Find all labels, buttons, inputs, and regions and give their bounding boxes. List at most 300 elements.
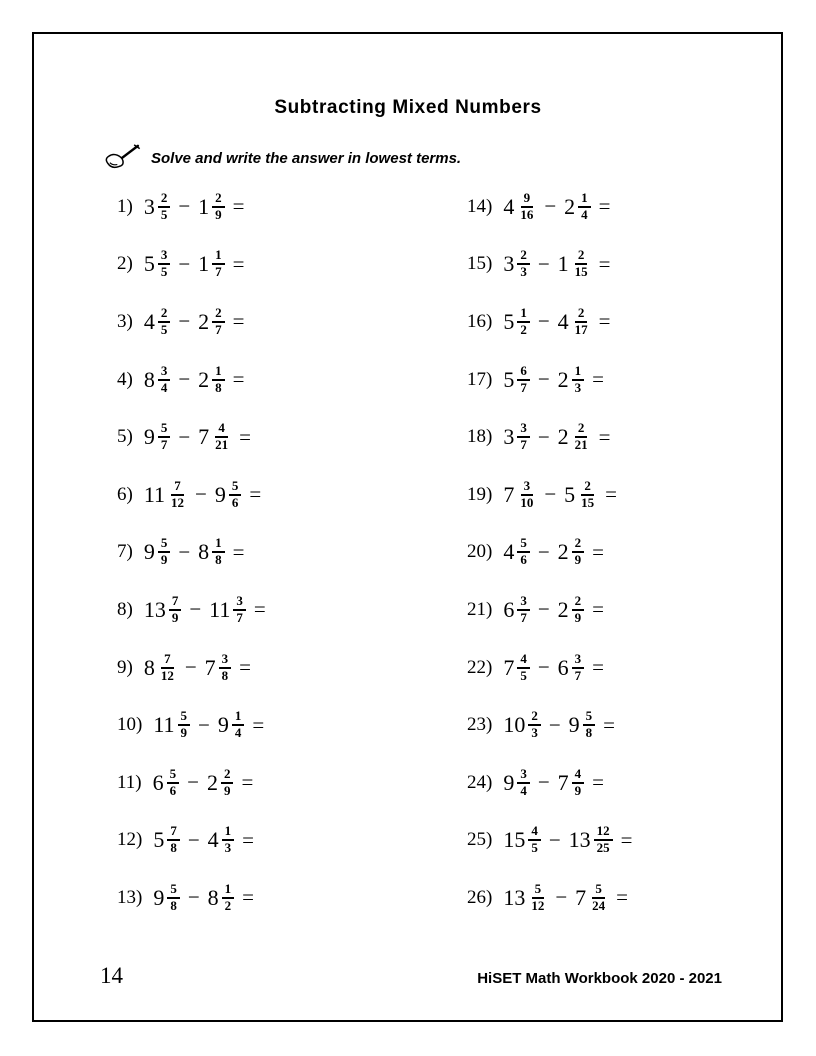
problem-number: 15) <box>467 253 493 275</box>
fraction <box>578 191 591 223</box>
problem-number: 24) <box>467 771 493 793</box>
minuend <box>503 709 541 741</box>
problem-number: 8) <box>117 598 133 620</box>
numerator: 2 <box>575 306 588 323</box>
instruction-text: Solve and write the answer in lowest terms. <box>151 149 462 167</box>
minuend <box>153 882 180 914</box>
numerator: 2 <box>212 191 225 208</box>
problem-number: 11) <box>117 771 142 793</box>
problem-number: 13) <box>117 886 143 908</box>
denominator: 5 <box>531 840 538 856</box>
denominator: 9 <box>223 782 231 798</box>
numerator: 2 <box>212 306 225 323</box>
subtrahend <box>569 824 613 856</box>
equals-sign: = <box>242 827 255 852</box>
whole-number: 3 <box>503 424 515 450</box>
fraction <box>572 306 591 338</box>
subtrahend <box>558 594 585 626</box>
numerator: 1 <box>212 364 225 381</box>
minuend <box>503 421 530 453</box>
minus-sign: − <box>537 367 550 392</box>
whole-number: 4 <box>143 308 155 334</box>
equals-sign: = <box>249 482 262 507</box>
numerator: 4 <box>528 824 541 841</box>
denominator: 9 <box>574 609 582 625</box>
problem-row <box>467 408 633 466</box>
fraction <box>158 248 171 280</box>
problem-number: 7) <box>117 541 133 563</box>
minus-sign: − <box>178 251 191 276</box>
whole-number: 13 <box>568 827 591 853</box>
denominator: 3 <box>520 264 527 280</box>
numerator: 3 <box>521 479 534 496</box>
numerator: 3 <box>517 421 530 438</box>
subtrahend <box>558 652 585 684</box>
page-title: Subtracting Mixed Numbers <box>274 97 542 118</box>
numerator: 5 <box>167 767 180 784</box>
denominator: 9 <box>215 206 222 222</box>
minus-sign: − <box>544 482 557 507</box>
equals-sign: = <box>605 482 618 507</box>
denominator: 2 <box>520 321 527 337</box>
problem-number: 1) <box>117 195 133 217</box>
minus-sign: − <box>537 770 550 795</box>
minuend <box>153 767 180 799</box>
problem-row <box>467 524 633 582</box>
minus-sign: − <box>555 885 568 910</box>
whole-number: 9 <box>153 884 165 910</box>
equals-sign: = <box>241 770 254 795</box>
problem-number: 10) <box>117 714 143 736</box>
problem-row <box>117 524 266 582</box>
fraction <box>169 594 182 626</box>
fraction <box>517 767 530 799</box>
minus-sign: − <box>187 885 200 910</box>
problem-number: 23) <box>467 714 493 736</box>
equals-sign: = <box>592 655 605 680</box>
numerator: 3 <box>517 767 530 784</box>
fraction <box>219 652 232 684</box>
problem-number: 18) <box>467 426 493 448</box>
numerator: 6 <box>517 364 530 381</box>
denominator: 9 <box>180 725 188 741</box>
denominator: 5 <box>160 206 168 222</box>
fraction <box>168 479 187 511</box>
instruction-row <box>103 144 461 172</box>
denominator: 5 <box>160 321 168 337</box>
fraction <box>572 421 591 453</box>
fraction <box>158 652 177 684</box>
numerator: 7 <box>171 479 184 496</box>
fraction <box>212 306 225 338</box>
footer-title: HiSET Math Workbook 2020 - 2021 <box>477 970 722 987</box>
fraction <box>517 536 530 568</box>
fraction <box>578 479 597 511</box>
problem-number: 5) <box>117 426 133 448</box>
numerator: 9 <box>521 191 534 208</box>
denominator: 8 <box>215 379 222 395</box>
problem-row <box>117 639 266 697</box>
problem-row <box>117 408 266 466</box>
subtrahend <box>208 882 235 914</box>
denominator: 7 <box>520 379 527 395</box>
equals-sign: = <box>592 770 605 795</box>
equals-sign: = <box>252 712 265 737</box>
denominator: 15 <box>581 494 595 510</box>
minuend <box>144 594 182 626</box>
equals-sign: = <box>232 251 245 276</box>
numerator: 5 <box>517 536 530 553</box>
numerator: 2 <box>575 421 588 438</box>
fraction <box>212 536 225 568</box>
whole-number: 3 <box>503 251 515 277</box>
subtrahend <box>208 824 235 856</box>
numerator: 1 <box>222 824 235 841</box>
problem-number: 2) <box>117 253 133 275</box>
equals-sign: = <box>598 194 611 219</box>
minuend <box>153 824 180 856</box>
whole-number: 5 <box>143 251 155 277</box>
fraction <box>178 709 191 741</box>
whole-number: 1 <box>198 193 210 219</box>
subtrahend <box>198 248 225 280</box>
whole-number: 4 <box>503 539 515 565</box>
minuend <box>503 306 530 338</box>
numerator: 3 <box>158 364 171 381</box>
numerator: 1 <box>578 191 591 208</box>
whole-number: 9 <box>214 481 226 507</box>
numerator: 5 <box>583 709 596 726</box>
whole-number: 6 <box>152 769 164 795</box>
equals-sign: = <box>620 827 633 852</box>
minuend <box>503 882 547 914</box>
equals-sign: = <box>598 424 611 449</box>
whole-number: 13 <box>503 884 526 910</box>
fraction <box>517 306 530 338</box>
minus-sign: − <box>537 655 550 680</box>
subtrahend <box>215 479 242 511</box>
numerator: 4 <box>215 421 228 438</box>
denominator: 9 <box>574 782 582 798</box>
minuend <box>144 306 171 338</box>
problem-row <box>117 754 266 812</box>
whole-number: 13 <box>143 596 166 622</box>
whole-number: 7 <box>557 769 569 795</box>
equals-sign: = <box>616 885 629 910</box>
denominator: 3 <box>224 840 232 856</box>
whole-number: 7 <box>204 654 216 680</box>
subtrahend <box>218 709 245 741</box>
problem-row <box>467 178 633 236</box>
minus-sign: − <box>178 424 191 449</box>
whole-number: 2 <box>198 366 210 392</box>
denominator: 7 <box>160 437 168 453</box>
problem-row <box>467 293 633 351</box>
whole-number: 6 <box>503 596 515 622</box>
denominator: 17 <box>574 321 588 337</box>
numerator: 7 <box>161 652 174 669</box>
minuend <box>503 652 530 684</box>
numerator: 2 <box>572 536 585 553</box>
whole-number: 5 <box>503 308 515 334</box>
problem-number: 25) <box>467 829 493 851</box>
fraction <box>167 824 180 856</box>
denominator: 8 <box>170 840 177 856</box>
numerator: 1 <box>517 306 530 323</box>
writing-hand-icon <box>103 144 141 172</box>
minus-sign: − <box>537 424 550 449</box>
minus-sign: − <box>178 194 191 219</box>
whole-number: 9 <box>143 539 155 565</box>
numerator: 5 <box>158 536 171 553</box>
problem-number: 19) <box>467 483 493 505</box>
fraction <box>572 652 585 684</box>
numerator: 2 <box>221 767 234 784</box>
subtrahend <box>558 306 591 338</box>
minuend <box>144 536 171 568</box>
whole-number: 2 <box>557 539 569 565</box>
denominator: 4 <box>581 206 588 222</box>
subtrahend <box>558 364 585 396</box>
problem-number: 14) <box>467 195 493 217</box>
denominator: 24 <box>592 897 606 913</box>
whole-number: 5 <box>153 827 165 853</box>
whole-number: 2 <box>557 424 569 450</box>
numerator: 5 <box>167 882 180 899</box>
denominator: 4 <box>160 379 168 395</box>
whole-number: 2 <box>564 193 576 219</box>
equals-sign: = <box>592 539 605 564</box>
fraction <box>517 421 530 453</box>
numerator: 2 <box>528 709 541 726</box>
minus-sign: − <box>548 712 561 737</box>
numerator: 3 <box>219 652 232 669</box>
problem-row <box>467 812 633 870</box>
fraction <box>572 767 585 799</box>
denominator: 12 <box>160 667 174 683</box>
equals-sign: = <box>603 712 616 737</box>
whole-number: 3 <box>143 193 155 219</box>
numerator: 3 <box>158 248 171 265</box>
minuend <box>503 536 530 568</box>
equals-sign: = <box>592 597 605 622</box>
fraction <box>517 248 530 280</box>
problem-row <box>467 581 633 639</box>
numerator: 3 <box>233 594 246 611</box>
denominator: 4 <box>520 782 527 798</box>
denominator: 16 <box>520 206 534 222</box>
minuend <box>503 824 541 856</box>
problem-row <box>467 696 633 754</box>
fraction <box>232 709 245 741</box>
subtrahend <box>575 882 608 914</box>
whole-number: 1 <box>557 251 569 277</box>
denominator: 3 <box>574 379 582 395</box>
minuend <box>153 709 190 741</box>
minus-sign: − <box>198 712 210 737</box>
minuend <box>503 364 530 396</box>
problem-row <box>467 236 633 294</box>
problem-number: 16) <box>467 310 493 332</box>
minus-sign: − <box>178 539 191 564</box>
problem-number: 12) <box>117 829 143 851</box>
minus-sign: − <box>187 770 199 795</box>
minus-sign: − <box>178 309 191 334</box>
equals-sign: = <box>253 597 266 622</box>
problem-number: 26) <box>467 886 493 908</box>
equals-sign: = <box>598 251 611 276</box>
fraction <box>528 882 547 914</box>
whole-number: 7 <box>503 654 515 680</box>
whole-number: 10 <box>503 712 526 738</box>
whole-number: 5 <box>503 366 515 392</box>
denominator: 8 <box>170 897 177 913</box>
fraction <box>167 767 180 799</box>
denominator: 8 <box>215 552 222 568</box>
subtrahend <box>558 767 585 799</box>
minuend <box>144 421 171 453</box>
denominator: 7 <box>574 667 582 683</box>
minuend <box>503 191 536 223</box>
denominator: 6 <box>231 494 239 510</box>
fraction <box>517 652 530 684</box>
equals-sign: = <box>232 539 245 564</box>
whole-number: 9 <box>568 712 580 738</box>
problem-row <box>117 236 266 294</box>
minuend <box>144 652 177 684</box>
numerator: 2 <box>158 306 171 323</box>
whole-number: 7 <box>198 424 210 450</box>
numerator: 5 <box>178 709 191 726</box>
fraction <box>572 248 591 280</box>
numerator: 3 <box>517 594 530 611</box>
subtrahend <box>558 248 591 280</box>
denominator: 15 <box>574 264 588 280</box>
whole-number: 4 <box>503 193 515 219</box>
equals-sign: = <box>232 367 245 392</box>
whole-number: 2 <box>198 308 210 334</box>
fraction <box>528 824 541 856</box>
numerator: 2 <box>158 191 171 208</box>
whole-number: 4 <box>207 827 219 853</box>
equals-sign: = <box>232 194 245 219</box>
problem-row <box>117 466 266 524</box>
denominator: 10 <box>520 494 534 510</box>
subtrahend <box>198 191 225 223</box>
numerator: 5 <box>592 882 605 899</box>
fraction <box>528 709 541 741</box>
numerator: 5 <box>229 479 242 496</box>
whole-number: 5 <box>564 481 576 507</box>
minus-sign: − <box>184 655 197 680</box>
denominator: 6 <box>520 552 527 568</box>
numerator: 1 <box>572 364 585 381</box>
whole-number: 8 <box>143 366 155 392</box>
subtrahend <box>198 536 225 568</box>
fraction <box>212 364 225 396</box>
minuend <box>503 767 530 799</box>
minuend <box>503 594 530 626</box>
fraction <box>212 421 231 453</box>
numerator: 4 <box>572 767 585 784</box>
numerator: 2 <box>517 248 530 265</box>
equals-sign: = <box>598 309 611 334</box>
whole-number: 9 <box>217 712 229 738</box>
subtrahend <box>198 364 225 396</box>
whole-number: 8 <box>143 654 155 680</box>
problem-row <box>117 812 266 870</box>
numerator: 1 <box>222 882 235 899</box>
subtrahend <box>558 536 585 568</box>
denominator: 9 <box>171 609 179 625</box>
numerator: 2 <box>575 248 588 265</box>
whole-number: 9 <box>503 769 515 795</box>
denominator: 2 <box>224 897 232 913</box>
equals-sign: = <box>232 309 245 334</box>
numerator: 2 <box>581 479 594 496</box>
problem-row <box>467 754 633 812</box>
minus-sign: − <box>537 251 550 276</box>
denominator: 7 <box>215 321 222 337</box>
problem-number: 9) <box>117 656 133 678</box>
whole-number: 8 <box>198 539 210 565</box>
problem-number: 21) <box>467 598 493 620</box>
problem-number: 6) <box>117 483 133 505</box>
minus-sign: − <box>178 367 191 392</box>
numerator: 12 <box>594 824 613 841</box>
denominator: 7 <box>520 437 527 453</box>
problem-number: 22) <box>467 656 493 678</box>
fraction <box>158 364 171 396</box>
equals-sign: = <box>239 424 252 449</box>
minus-sign: − <box>195 482 207 507</box>
minus-sign: − <box>548 827 561 852</box>
subtrahend <box>558 421 591 453</box>
problem-row <box>467 351 633 409</box>
problem-number: 3) <box>117 310 133 332</box>
problem-row <box>117 293 266 351</box>
minuend <box>144 248 171 280</box>
fraction <box>212 248 225 280</box>
fraction <box>158 536 171 568</box>
numerator: 5 <box>532 882 545 899</box>
subtrahend <box>198 421 231 453</box>
denominator: 5 <box>520 667 527 683</box>
problem-row <box>467 639 633 697</box>
whole-number: 2 <box>557 366 569 392</box>
fraction <box>222 824 235 856</box>
problem-number: 17) <box>467 368 493 390</box>
problems-column-right <box>467 178 633 927</box>
subtrahend <box>205 652 232 684</box>
minus-sign: − <box>187 827 200 852</box>
denominator: 9 <box>160 552 168 568</box>
fraction <box>158 421 171 453</box>
numerator: 1 <box>212 248 225 265</box>
problems-area <box>0 178 816 938</box>
subtrahend <box>209 594 246 626</box>
whole-number: 2 <box>206 769 218 795</box>
whole-number: 1 <box>198 251 210 277</box>
fraction <box>222 882 235 914</box>
problem-row <box>117 869 266 927</box>
whole-number: 11 <box>153 712 175 738</box>
whole-number: 4 <box>557 308 569 334</box>
denominator: 7 <box>520 609 527 625</box>
problem-number: 20) <box>467 541 493 563</box>
problem-row <box>117 178 266 236</box>
equals-sign: = <box>592 367 605 392</box>
